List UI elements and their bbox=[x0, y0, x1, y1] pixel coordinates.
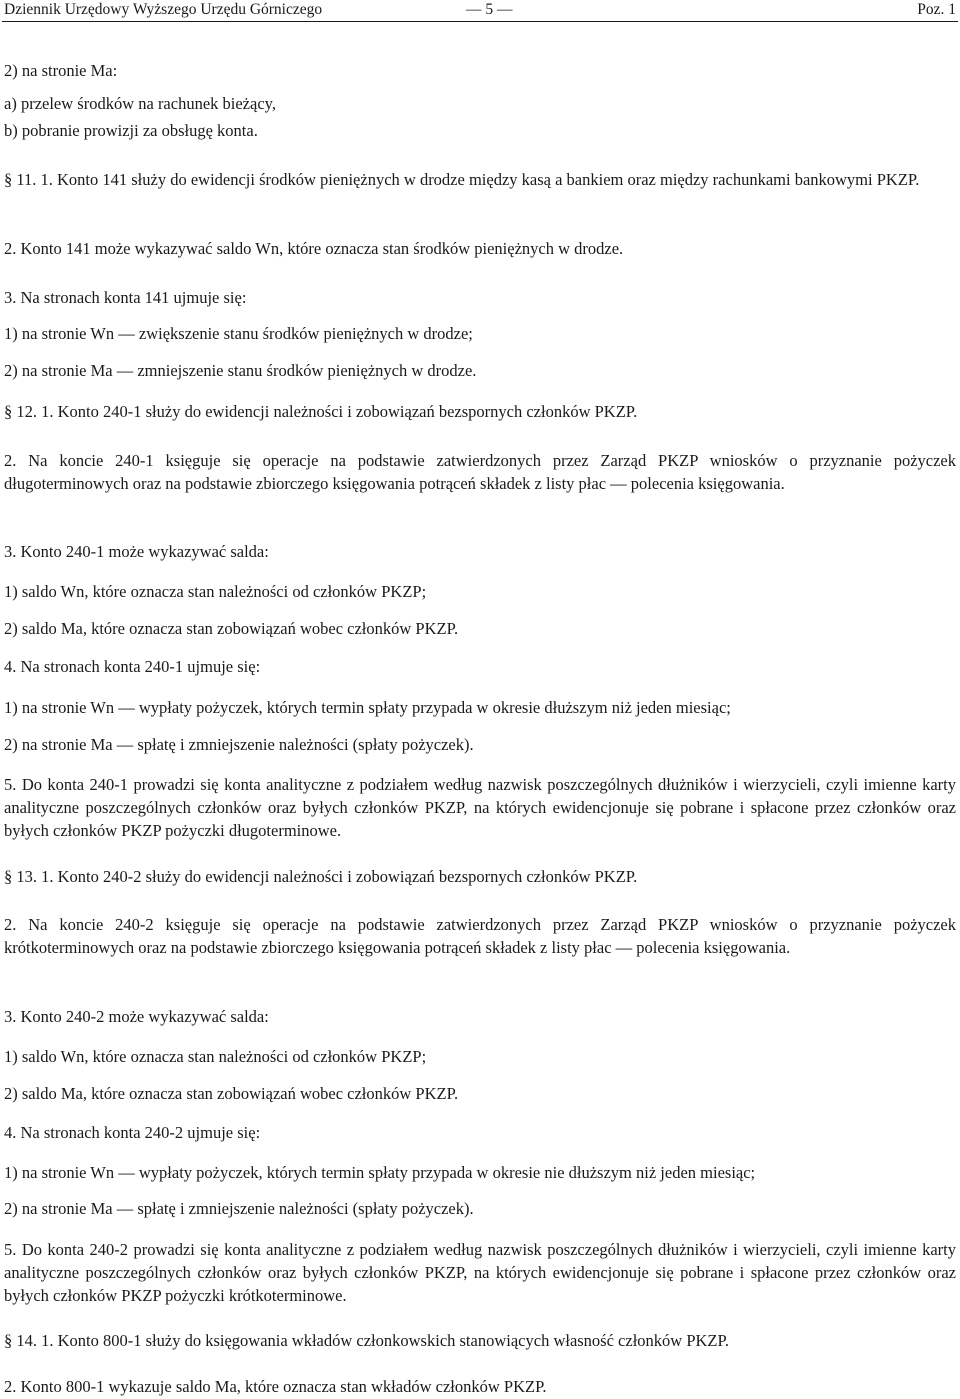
paragraph: a) przelew środków na rachunek bieżący, bbox=[4, 94, 276, 113]
paragraph: 1) na stronie Wn — zwiększenie stanu środków pieniężnych w drodze; bbox=[4, 324, 473, 343]
paragraph: § 13. 1. Konto 240-2 służy do ewidencji należności i zobowiązań bezspornych członków PKZP. bbox=[4, 867, 638, 886]
paragraph: b) pobranie prowizji za obsługę konta. bbox=[4, 121, 258, 140]
paragraph: 2. Konto 800-1 wykazuje saldo Ma, które oznacza stan wkładów członków PKZP. bbox=[4, 1377, 547, 1396]
position-number: Poz. 1 bbox=[917, 1, 956, 18]
paragraph: 4. Na stronach konta 240-1 ujmuje się: bbox=[4, 657, 261, 676]
paragraph: 2) na stronie Ma: bbox=[4, 61, 118, 80]
paragraph: 1) na stronie Wn — wypłaty pożyczek, których termin spłaty przypada w okresie nie dłuższym niż jeden miesiąc; bbox=[4, 1163, 756, 1182]
paragraph: 2) na stronie Ma — spłatę i zmniejszenie należności (spłaty pożyczek). bbox=[4, 735, 474, 754]
paragraph: § 11. 1. Konto 141 służy do ewidencji środków pieniężnych w drodze między kasą a bankiem oraz między rachunkami bankowymi PKZP. bbox=[4, 170, 920, 189]
paragraph: 2) na stronie Ma — zmniejszenie stanu środków pieniężnych w drodze. bbox=[4, 361, 477, 380]
paragraph: 2. Na koncie 240-2 księguje się operacje na podstawie zatwierdzonych przez Zarząd PKZP wniosków o przyznanie pożyczek krótkoterminowych oraz na podstawie zbiorczego księgowania potrąceń składek z listy płac — polecenia księgowania. bbox=[4, 915, 956, 957]
paragraph: 1) saldo Wn, które oznacza stan należności od członków PKZP; bbox=[4, 582, 427, 601]
paragraph: 3. Konto 240-1 może wykazywać salda: bbox=[4, 542, 269, 561]
paragraph: 3. Na stronach konta 141 ujmuje się: bbox=[4, 288, 247, 307]
paragraph: 1) na stronie Wn — wypłaty pożyczek, których termin spłaty przypada w okresie dłuższym niż jeden miesiąc; bbox=[4, 698, 731, 717]
page-number: — 5 — bbox=[466, 1, 513, 18]
paragraph: 5. Do konta 240-2 prowadzi się konta analityczne z podziałem według nazwisk poszczególnych dłużników i wierzycieli, czyli imienne karty analityczne poszczególnych członków oraz byłych członków PKZP, na których ewidencjonuje się pobrane i spłacone przez członków oraz byłych członków PKZP pożyczki krótkoterminowe. bbox=[4, 1240, 956, 1305]
paragraph: 2. Konto 141 może wykazywać saldo Wn, które oznacza stan środków pieniężnych w drodze. bbox=[4, 239, 624, 258]
paragraph: 2) na stronie Ma — spłatę i zmniejszenie należności (spłaty pożyczek). bbox=[4, 1199, 474, 1218]
paragraph: 3. Konto 240-2 może wykazywać salda: bbox=[4, 1007, 269, 1026]
paragraph: 5. Do konta 240-1 prowadzi się konta analityczne z podziałem według nazwisk poszczególnych dłużników i wierzycieli, czyli imienne karty analityczne poszczególnych członków oraz byłych członków PKZP, na których ewidencjonuje się pobrane i spłacone przez członków oraz byłych członków PKZP pożyczki długoterminowe. bbox=[4, 775, 956, 840]
paragraph: 2) saldo Ma, które oznacza stan zobowiązań wobec członków PKZP. bbox=[4, 619, 459, 638]
paragraph: 4. Na stronach konta 240-2 ujmuje się: bbox=[4, 1123, 261, 1142]
paragraph: § 12. 1. Konto 240-1 służy do ewidencji należności i zobowiązań bezspornych członków PKZP. bbox=[4, 402, 638, 421]
paragraph: 2) saldo Ma, które oznacza stan zobowiązań wobec członków PKZP. bbox=[4, 1084, 459, 1103]
paragraph: 2. Na koncie 240-1 księguje się operacje na podstawie zatwierdzonych przez Zarząd PKZP wniosków o przyznanie pożyczek długoterminowych oraz na podstawie zbiorczego księgowania potrąceń składek z listy płac — polecenia księgowania. bbox=[4, 451, 956, 493]
paragraph: § 14. 1. Konto 800-1 służy do księgowania wkładów członkowskich stanowiących własność członków PKZP. bbox=[4, 1331, 729, 1350]
journal-title: Dziennik Urzędowy Wyższego Urzędu Górniczego bbox=[4, 1, 323, 18]
paragraph: 1) saldo Wn, które oznacza stan należności od członków PKZP; bbox=[4, 1047, 427, 1066]
